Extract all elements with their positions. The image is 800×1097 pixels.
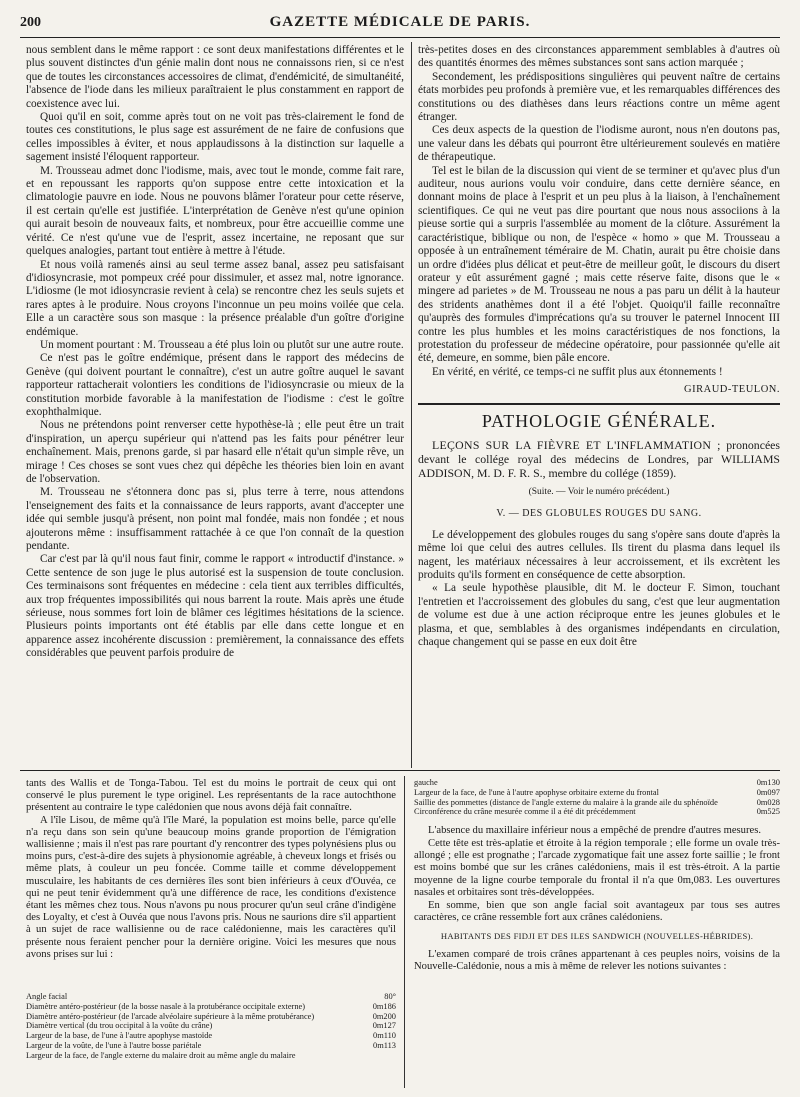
author-signature: GIRAUD-TEULON.	[684, 384, 780, 396]
measurement-row	[26, 1021, 396, 1031]
measurement-label: Diamètre antéro-postérieur (de l'arcade alvéolaire supérieure à la même protubérance)	[26, 1011, 315, 1021]
paragraph: très-petites doses en des circonstances apparemment semblables à d'autres où des quantités énormes des mêmes substances sont sans action marquée ;	[418, 44, 780, 70]
paragraph: M. Trousseau admet donc l'iodisme, mais, avec tout le monde, comme fait rare, et en repoussant les rapports qu'on suppose entre cette intoxication et la climatologie pauvre en iode. Nous ne pouvons blâmer l'orateur pour cette réserve, il est certain qu'elle est justifiée. L'interprétation de Genève n'est qu'une opinion qui aurait besoin de nouveaux faits, et nombreux, pour être accueillie comme une vérité. Ce n'est qu'une vue de l'esprit, assez incertaine, ne reposant que sur quelques analogies, partant tout entière à mettre à l'étude.	[26, 164, 404, 258]
paragraph: « La seule hypothèse plausible, dit M. le docteur F. Simon, touchant l'entretien et l'accroissement des globules du sang, c'est que leur augmentation de volume est due à une action réciproque entre les jeunes globules et le plasma, et que, semblables à des organismes indépendants en circulation, chaque changement qui se passe en eux doit être	[418, 582, 780, 649]
measurement-value: 0m130	[756, 778, 780, 787]
measurement-row	[26, 1002, 396, 1012]
measurement-row	[414, 788, 780, 798]
running-title: GAZETTE MÉDICALE DE PARIS.	[269, 14, 531, 30]
paragraph: Un moment pourtant : M. Trousseau a été plus loin ou plutôt sur une autre route.	[40, 338, 404, 351]
bottom-right-column	[414, 778, 780, 1078]
header-rule	[20, 37, 780, 38]
paragraph: Car c'est par là qu'il nous faut finir, comme le rapport « introductif d'instance. » Cette sentence de son juge le plus autorisé est la suspension de toute conclusion. Ces terminaisons sont fréquentes en médecine : cela tient aux terribles difficultés, aux trop fréquentes impossibilités qui nous barrent la route. Mais après une étude sérieuse, nous sommes fort loin de blâmer ces légitimes hésitations de la science. Plusieurs points importants ont été établis par elle dans cette longue et en apparence assez incohérente discussion : premièrement, la connaissance des effets considérables que peuvent parfois produire de	[26, 553, 404, 660]
measurement-value: 0m028	[756, 797, 780, 807]
page-header	[20, 14, 780, 36]
measurement-list-left	[26, 992, 396, 1061]
paragraph: L'examen comparé de trois crânes appartenant à ces peuples noirs, voisins de la Nouvelle-Calédonie, nous a mis à même de relever les notions suivantes :	[414, 948, 780, 973]
paragraph: A l'île Lisou, de même qu'à l'île Maré, la population est moins belle, parce qu'elle n'a reçu dans son sein qu'une beaucoup moins grande proportion de l'émigration wallisienne ; mais il n'est pas rare pourtant d'y rencontrer des types polynésiens plus ou moins purs, c'est-à-dire des sujets à physionomie agréable, à cheveux longs et frisés ou même plats, à couleur un peu foncée. Comme taille et comme développement musculaire, les habitants de ces dernières îles sont bien inférieurs à ceux d'Ouvéa, ce qui ne peut tenir évidemment qu'à une différence de race, les conditions d'existence étant les mêmes chez tous. Nous n'avons pu nous procurer qu'un seul crâne d'indigène des Loyalty, et c'est à Ouvéa que nous l'avons pris. Nous ne saurions dire s'il appartient à un sujet de race wallisienne ou de race calédonienne, mais les caractères qu'il présente nous feraient pencher pour la dernière origine. Voici les mesures que nous avons prises sur lui :	[26, 814, 396, 960]
paragraph: tants des Wallis et de Tonga-Tabou. Tel est du moins le portrait de ceux qui ont conservé le plus purement le type originel. Les représentants de la race autochthone présentent au contraire le type calédonien que nous avons déjà fait connaître.	[26, 778, 396, 814]
measurement-label: Largeur de la face, de l'angle externe du malaire droit au même angle du malaire	[26, 1050, 296, 1060]
paragraph: Quoi qu'il en soit, comme après tout on ne voit pas très-clairement le fond de toutes ces constitutions, le plus sage est assurément de ne faire de confusions que celles impossibles à éviter, et nous applaudissons à la distinction sur laquelle a sagement insisté l'éloquent rapporteur.	[26, 111, 404, 164]
paragraph: Cette tête est très-aplatie et étroite à la région temporale ; elle forme un ovale très-allongé ; elle est prognathe ; l'arcade zygomatique fait une assez forte saillie ; le front est moins bombé que sur les crânes calédoniens, mais il est très-étroit. A la partie moyenne de la ligne courbe temporale du frontal il n'a que 0m,083. Les ouvertures nasales et orbitaires sont très-développées.	[414, 837, 780, 899]
lecture-title-smallcaps: LEÇONS SUR LA FIÈVRE ET L'INFLAMMATION ;	[432, 437, 721, 452]
measurement-label: Diamètre vertical (du trou occipital à la voûte du crâne)	[26, 1021, 213, 1031]
paragraph: Le développement des globules rouges du sang s'opère sans doute d'après la même loi que celui des autres cellules. Ils tirent du plasma dans lequel ils nagent, les matériaux nécessaires à leur accroissement, et ils excrètent les produits qu'ils forment en conséquence de cette absorption.	[418, 528, 780, 581]
continuation-note: (Suite. — Voir le numéro précédent.)	[528, 486, 670, 497]
measurement-label: Diamètre antéro-postérieur (de la bosse nasale à la protubérance occipitale externe)	[26, 1001, 306, 1011]
middle-rule	[20, 770, 780, 771]
measurement-value: 0m127	[372, 1021, 396, 1031]
measurement-row	[26, 1041, 396, 1051]
measurement-row	[26, 992, 396, 1002]
subsection-heading: HABITANTS DES FIDJI ET DES ILES SANDWICH (NOUVELLES-HÉBRIDES).	[440, 931, 754, 942]
section-title: PATHOLOGIE GÉNÉRALE.	[481, 410, 717, 431]
measurement-value: 0m113	[373, 1040, 396, 1050]
measurement-value: 0m186	[372, 1001, 396, 1011]
paragraph: Secondement, les prédispositions singulières qui peuvent naître de certains états morbides peu profonds à première vue, et les remarquables différences des constitutions ou des diathèses dans leurs réactions contre un même agent étranger.	[418, 70, 780, 124]
top-left-column	[26, 44, 404, 766]
paragraph: nous semblent dans le même rapport : ce sont deux manifestations différentes et le plus souvent distinctes d'un génie malin dont nous ne connaissons rien, si ce n'est que de toutes les circonstances accessoires de climat, d'endémicité, de simultanéité, l'absence de l'iode dans les milieux paraîtraient le plus constamment en rapport de coexistence avec lui.	[26, 44, 404, 110]
section-rule	[418, 403, 780, 405]
paragraph: M. Trousseau ne s'étonnera donc pas si, plus terre à terre, nous attendons l'enseignement des faits et la connaissance de leurs rapports, avant d'accepter une idée qui semble jusqu'à présent, non point mal fondée, mais non fondée ; et nous ajouterons même : insuffisamment rattachée à ce que l'on connaît de la question pendante.	[26, 486, 404, 553]
subsection-heading: V. — DES GLOBULES ROUGES DU SANG.	[496, 508, 702, 520]
measurement-label: Largeur de la base, de l'une à l'autre apophyse mastoïde	[26, 1031, 213, 1041]
measurement-row	[414, 778, 780, 788]
measurement-value	[356, 1051, 396, 1061]
measurement-label: gauche	[414, 778, 438, 787]
paragraph: En vérité, en vérité, ce temps-ci ne suffit plus aux étonnements !	[432, 365, 723, 378]
lecture-title	[418, 438, 780, 480]
measurement-value: 0m525	[756, 807, 780, 817]
bottom-left-column	[26, 778, 396, 978]
measurement-value: 0m097	[756, 787, 780, 797]
page-number: 200	[20, 15, 41, 30]
measurement-value: 0m110	[373, 1031, 396, 1041]
measurement-row	[26, 1012, 396, 1022]
measurement-row	[26, 1031, 396, 1041]
top-right-column	[418, 44, 780, 766]
measurement-label: Angle facial	[26, 992, 68, 1001]
measurement-value: 80°	[384, 992, 396, 1001]
paragraph: Tel est le bilan de la discussion qui vient de se terminer et qu'avec plus d'un auditeur, nous aurions voulu voir conduire, dans cette dernière séance, en donnant moins de place à l'esprit et un peu plus à la liaison, à l'enchaînement scientifiques. Ce qui ne veut pas dire pourtant que nous nous associions à la pieuse sortie qui a surpris l'assemblée au moment de la clôture. Assurément la caractéristique, biblique ou non, de l'espèce « homo » que M. Trousseau a opposée à un entraînement téméraire de M. Chatin, aurait pu être choisie dans un ordre d'idées plus délicat et peut-être de meilleur goût, le discours du disert orateur y eût assurément gagné ; mais cette réserve faite, disons que le « mingere ad parietes » de M. Trousseau ne nous a pas paru un délit à la hauteur des stridents anathèmes dont il a été l'objet. Quoiqu'il faille reconnaître qu'auprès des formules d'imprécations qu'a su trouver le paternel Innocent III contre les plus humbles et les moins caractéristiques de nos fonctions, la protestation du professeur de médecine opératoire, pour passionnée qu'elle ait été, demeure, en somme, bien pâle encore.	[418, 164, 780, 365]
measurement-row	[26, 1051, 396, 1061]
paragraph: Ces deux aspects de la question de l'iodisme auront, nous n'en doutons pas, une valeur dans les débats qui pourront être ultérieurement soulevés en matière de thérapeutique.	[418, 124, 780, 164]
paragraph: Ce n'est pas le goître endémique, présent dans le rapport des médecins de Genève (qui doivent pourtant le connaître), c'est un autre goître auquel le savant rapporteur rattacherait volontiers les conditions de l'idiosyncrasie ou mieux de la constitution morbide favorable à la manifestation de l'iodisme : c'est le goître exophthalmique.	[26, 352, 404, 418]
paragraph: Nous ne prétendons point renverser cette hypothèse-là ; elle peut être un trait d'inspiration, un aperçu supérieur qui n'attend pas les faits pour pénétrer leur enchaînement. Mais, prenons garde, si par hasard elle n'était qu'un simple rêve, un mirage ! Ces choses se sont vues chez qui dépêche les théories bien loin en avant de l'observation.	[26, 419, 404, 485]
paragraph: L'absence du maxillaire inférieur nous a empêché de prendre d'autres mesures.	[428, 825, 761, 837]
measurement-label: Circonférence du crâne mesurée comme il a été dit précédemment	[414, 807, 636, 817]
measurement-label: Largeur de la voûte, de l'une à l'autre bosse pariétale	[26, 1040, 202, 1050]
paragraph: Et nous voilà ramenés ainsi au seul terme assez banal, assez peu satisfaisant d'idiosyncrasie, mot pompeux créé pour dissimuler, et assez mal, notre ignorance. L'idiosme (le mot idiosyncrasie revient à cela) se rencontre chez les seuls sujets et rares aptes à le produire. Nous croyons l'inconnue un peu moins voilée que cela. Elle a un caractère sous son masque : la présence préalable d'un goître d'origine endémique.	[26, 258, 404, 338]
measurement-label: Saillie des pommettes (distance de l'angle externe du malaire à la grande aile du sphénoïde	[414, 797, 718, 807]
lecture-title-rest: prononcées devant le collége royal des médecins de Londres, par WILLIAMS ADDISON, M. D. F. R. S., membre du collége (1859).	[418, 437, 780, 480]
column-divider	[411, 42, 412, 768]
measurement-list-right	[414, 778, 780, 817]
measurement-value: 0m200	[372, 1011, 396, 1021]
column-divider	[404, 776, 405, 1088]
paragraph: En somme, bien que son angle facial soit avantageux par tous ses autres caractères, ce crâne ressemble fort aux crânes calédoniens.	[414, 899, 780, 924]
measurement-label: Largeur de la face, de l'une à l'autre apophyse orbitaire externe du frontal	[414, 787, 659, 797]
measurement-row	[414, 798, 780, 808]
measurement-row	[414, 807, 780, 817]
